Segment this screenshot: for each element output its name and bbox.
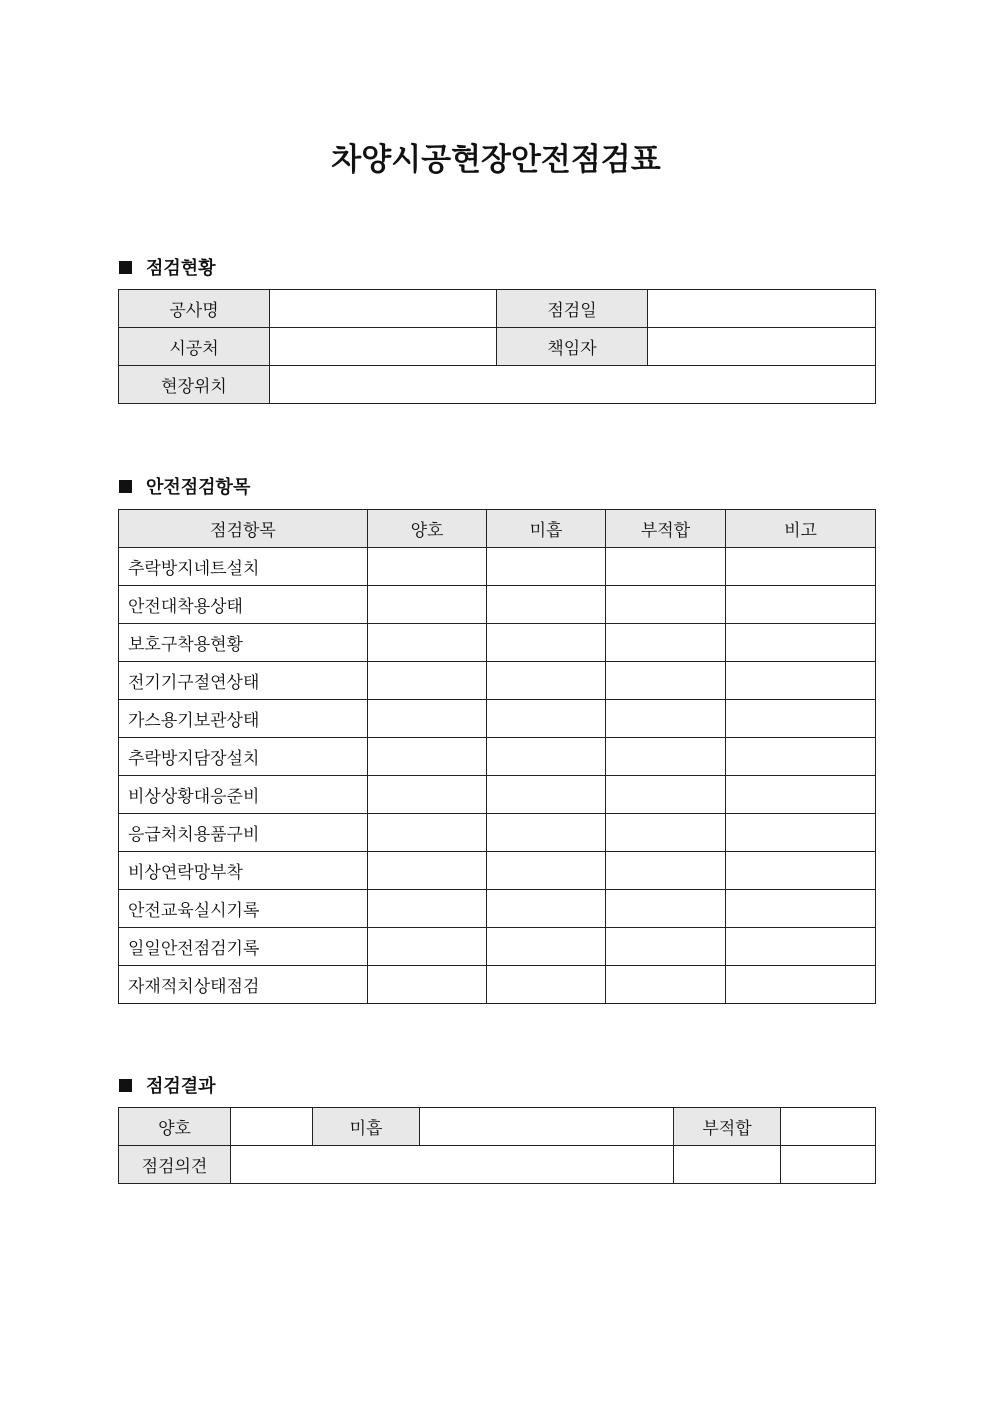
section-heading-result xyxy=(119,1072,216,1098)
checklist-item-label: 전기기구절연상태 xyxy=(119,662,368,700)
checklist-poor-cell[interactable] xyxy=(487,814,606,852)
section-heading-label: 점검결과 xyxy=(146,1076,216,1097)
table-row xyxy=(119,776,876,814)
column-header: 비고 xyxy=(726,510,876,548)
checklist-unsuitable-cell[interactable] xyxy=(606,928,726,966)
column-header: 양호 xyxy=(368,510,487,548)
table-row xyxy=(119,966,876,1004)
checklist-poor-cell[interactable] xyxy=(487,966,606,1004)
result-good-label: 양호 xyxy=(119,1108,231,1146)
table-row xyxy=(119,586,876,624)
table-row xyxy=(119,1146,876,1184)
checklist-good-cell[interactable] xyxy=(368,662,487,700)
checklist-item-label: 비상상황대응준비 xyxy=(119,776,368,814)
checklist-remarks-cell[interactable] xyxy=(726,928,876,966)
checklist-good-cell[interactable] xyxy=(368,928,487,966)
status-table xyxy=(118,289,876,404)
checklist-poor-cell[interactable] xyxy=(487,776,606,814)
checklist-remarks-cell[interactable] xyxy=(726,776,876,814)
result-poor-label: 미흡 xyxy=(313,1108,420,1146)
column-header: 미흡 xyxy=(487,510,606,548)
section-heading-checklist xyxy=(119,473,250,499)
result-good-field[interactable] xyxy=(231,1108,313,1146)
opinion-field[interactable] xyxy=(231,1146,674,1184)
contractor-label: 시공처 xyxy=(119,328,270,366)
checklist-good-cell[interactable] xyxy=(368,966,487,1004)
checklist-item-label: 일일안전점검기록 xyxy=(119,928,368,966)
table-row xyxy=(119,928,876,966)
project-name-label: 공사명 xyxy=(119,290,270,328)
square-bullet-icon xyxy=(119,1079,132,1092)
result-unsuitable-label: 부적합 xyxy=(674,1108,781,1146)
checklist-good-cell[interactable] xyxy=(368,890,487,928)
site-location-field[interactable] xyxy=(270,366,876,404)
checklist-good-cell[interactable] xyxy=(368,814,487,852)
opinion-extra-field[interactable] xyxy=(674,1146,781,1184)
checklist-item-label: 자재적치상태점검 xyxy=(119,966,368,1004)
opinion-label: 점검의견 xyxy=(119,1146,231,1184)
checklist-table xyxy=(118,509,876,1004)
checklist-item-label: 비상연락망부착 xyxy=(119,852,368,890)
checklist-unsuitable-cell[interactable] xyxy=(606,814,726,852)
checklist-unsuitable-cell[interactable] xyxy=(606,662,726,700)
table-row xyxy=(119,548,876,586)
checklist-item-label: 가스용기보관상태 xyxy=(119,700,368,738)
table-row xyxy=(119,852,876,890)
section-heading-label: 안전점검항목 xyxy=(146,477,251,498)
column-header: 부적합 xyxy=(606,510,726,548)
checklist-poor-cell[interactable] xyxy=(487,662,606,700)
checklist-poor-cell[interactable] xyxy=(487,852,606,890)
manager-field[interactable] xyxy=(648,328,876,366)
section-heading-label: 점검현황 xyxy=(146,258,216,279)
checklist-poor-cell[interactable] xyxy=(487,624,606,662)
checklist-poor-cell[interactable] xyxy=(487,586,606,624)
table-row xyxy=(119,814,876,852)
checklist-unsuitable-cell[interactable] xyxy=(606,890,726,928)
section-heading-status xyxy=(119,254,216,280)
checklist-good-cell[interactable] xyxy=(368,776,487,814)
table-row xyxy=(119,366,876,404)
checklist-item-label: 응급처치용품구비 xyxy=(119,814,368,852)
checklist-remarks-cell[interactable] xyxy=(726,738,876,776)
table-row xyxy=(119,662,876,700)
result-unsuitable-field[interactable] xyxy=(781,1108,876,1146)
checklist-poor-cell[interactable] xyxy=(487,548,606,586)
checklist-good-cell[interactable] xyxy=(368,738,487,776)
table-row xyxy=(119,890,876,928)
checklist-unsuitable-cell[interactable] xyxy=(606,852,726,890)
checklist-unsuitable-cell[interactable] xyxy=(606,624,726,662)
checklist-unsuitable-cell[interactable] xyxy=(606,738,726,776)
checklist-unsuitable-cell[interactable] xyxy=(606,548,726,586)
checklist-remarks-cell[interactable] xyxy=(726,700,876,738)
checklist-remarks-cell[interactable] xyxy=(726,966,876,1004)
checklist-item-label: 보호구착용현황 xyxy=(119,624,368,662)
checklist-remarks-cell[interactable] xyxy=(726,890,876,928)
opinion-extra-field[interactable] xyxy=(781,1146,876,1184)
checklist-item-label: 추락방지네트설치 xyxy=(119,548,368,586)
checklist-unsuitable-cell[interactable] xyxy=(606,700,726,738)
site-location-label: 현장위치 xyxy=(119,366,270,404)
column-header: 점검항목 xyxy=(119,510,368,548)
table-row xyxy=(119,624,876,662)
checklist-remarks-cell[interactable] xyxy=(726,548,876,586)
checklist-good-cell[interactable] xyxy=(368,586,487,624)
checklist-good-cell[interactable] xyxy=(368,548,487,586)
checklist-poor-cell[interactable] xyxy=(487,928,606,966)
checklist-body xyxy=(119,548,876,1004)
checklist-remarks-cell[interactable] xyxy=(726,624,876,662)
checklist-poor-cell[interactable] xyxy=(487,738,606,776)
checklist-remarks-cell[interactable] xyxy=(726,586,876,624)
checklist-item-label: 안전대착용상태 xyxy=(119,586,368,624)
square-bullet-icon xyxy=(119,480,132,493)
checklist-unsuitable-cell[interactable] xyxy=(606,966,726,1004)
page-title: 차양시공현장안전점검표 xyxy=(331,142,661,178)
table-row xyxy=(119,290,876,328)
table-header-row xyxy=(119,510,876,548)
checklist-good-cell[interactable] xyxy=(368,624,487,662)
table-row xyxy=(119,700,876,738)
checklist-unsuitable-cell[interactable] xyxy=(606,776,726,814)
checklist-remarks-cell[interactable] xyxy=(726,852,876,890)
square-bullet-icon xyxy=(119,261,132,274)
checklist-good-cell[interactable] xyxy=(368,700,487,738)
checklist-good-cell[interactable] xyxy=(368,852,487,890)
result-table xyxy=(118,1107,876,1184)
checklist-item-label: 안전교육실시기록 xyxy=(119,890,368,928)
inspection-date-label: 점검일 xyxy=(497,290,648,328)
checklist-remarks-cell[interactable] xyxy=(726,662,876,700)
table-row xyxy=(119,1108,876,1146)
inspection-date-field[interactable] xyxy=(648,290,876,328)
project-name-field[interactable] xyxy=(270,290,497,328)
checklist-poor-cell[interactable] xyxy=(487,890,606,928)
checklist-unsuitable-cell[interactable] xyxy=(606,586,726,624)
checklist-item-label: 추락방지담장설치 xyxy=(119,738,368,776)
table-row xyxy=(119,738,876,776)
result-poor-field[interactable] xyxy=(420,1108,674,1146)
checklist-poor-cell[interactable] xyxy=(487,700,606,738)
checklist-remarks-cell[interactable] xyxy=(726,814,876,852)
table-row xyxy=(119,328,876,366)
contractor-field[interactable] xyxy=(270,328,497,366)
manager-label: 책임자 xyxy=(497,328,648,366)
